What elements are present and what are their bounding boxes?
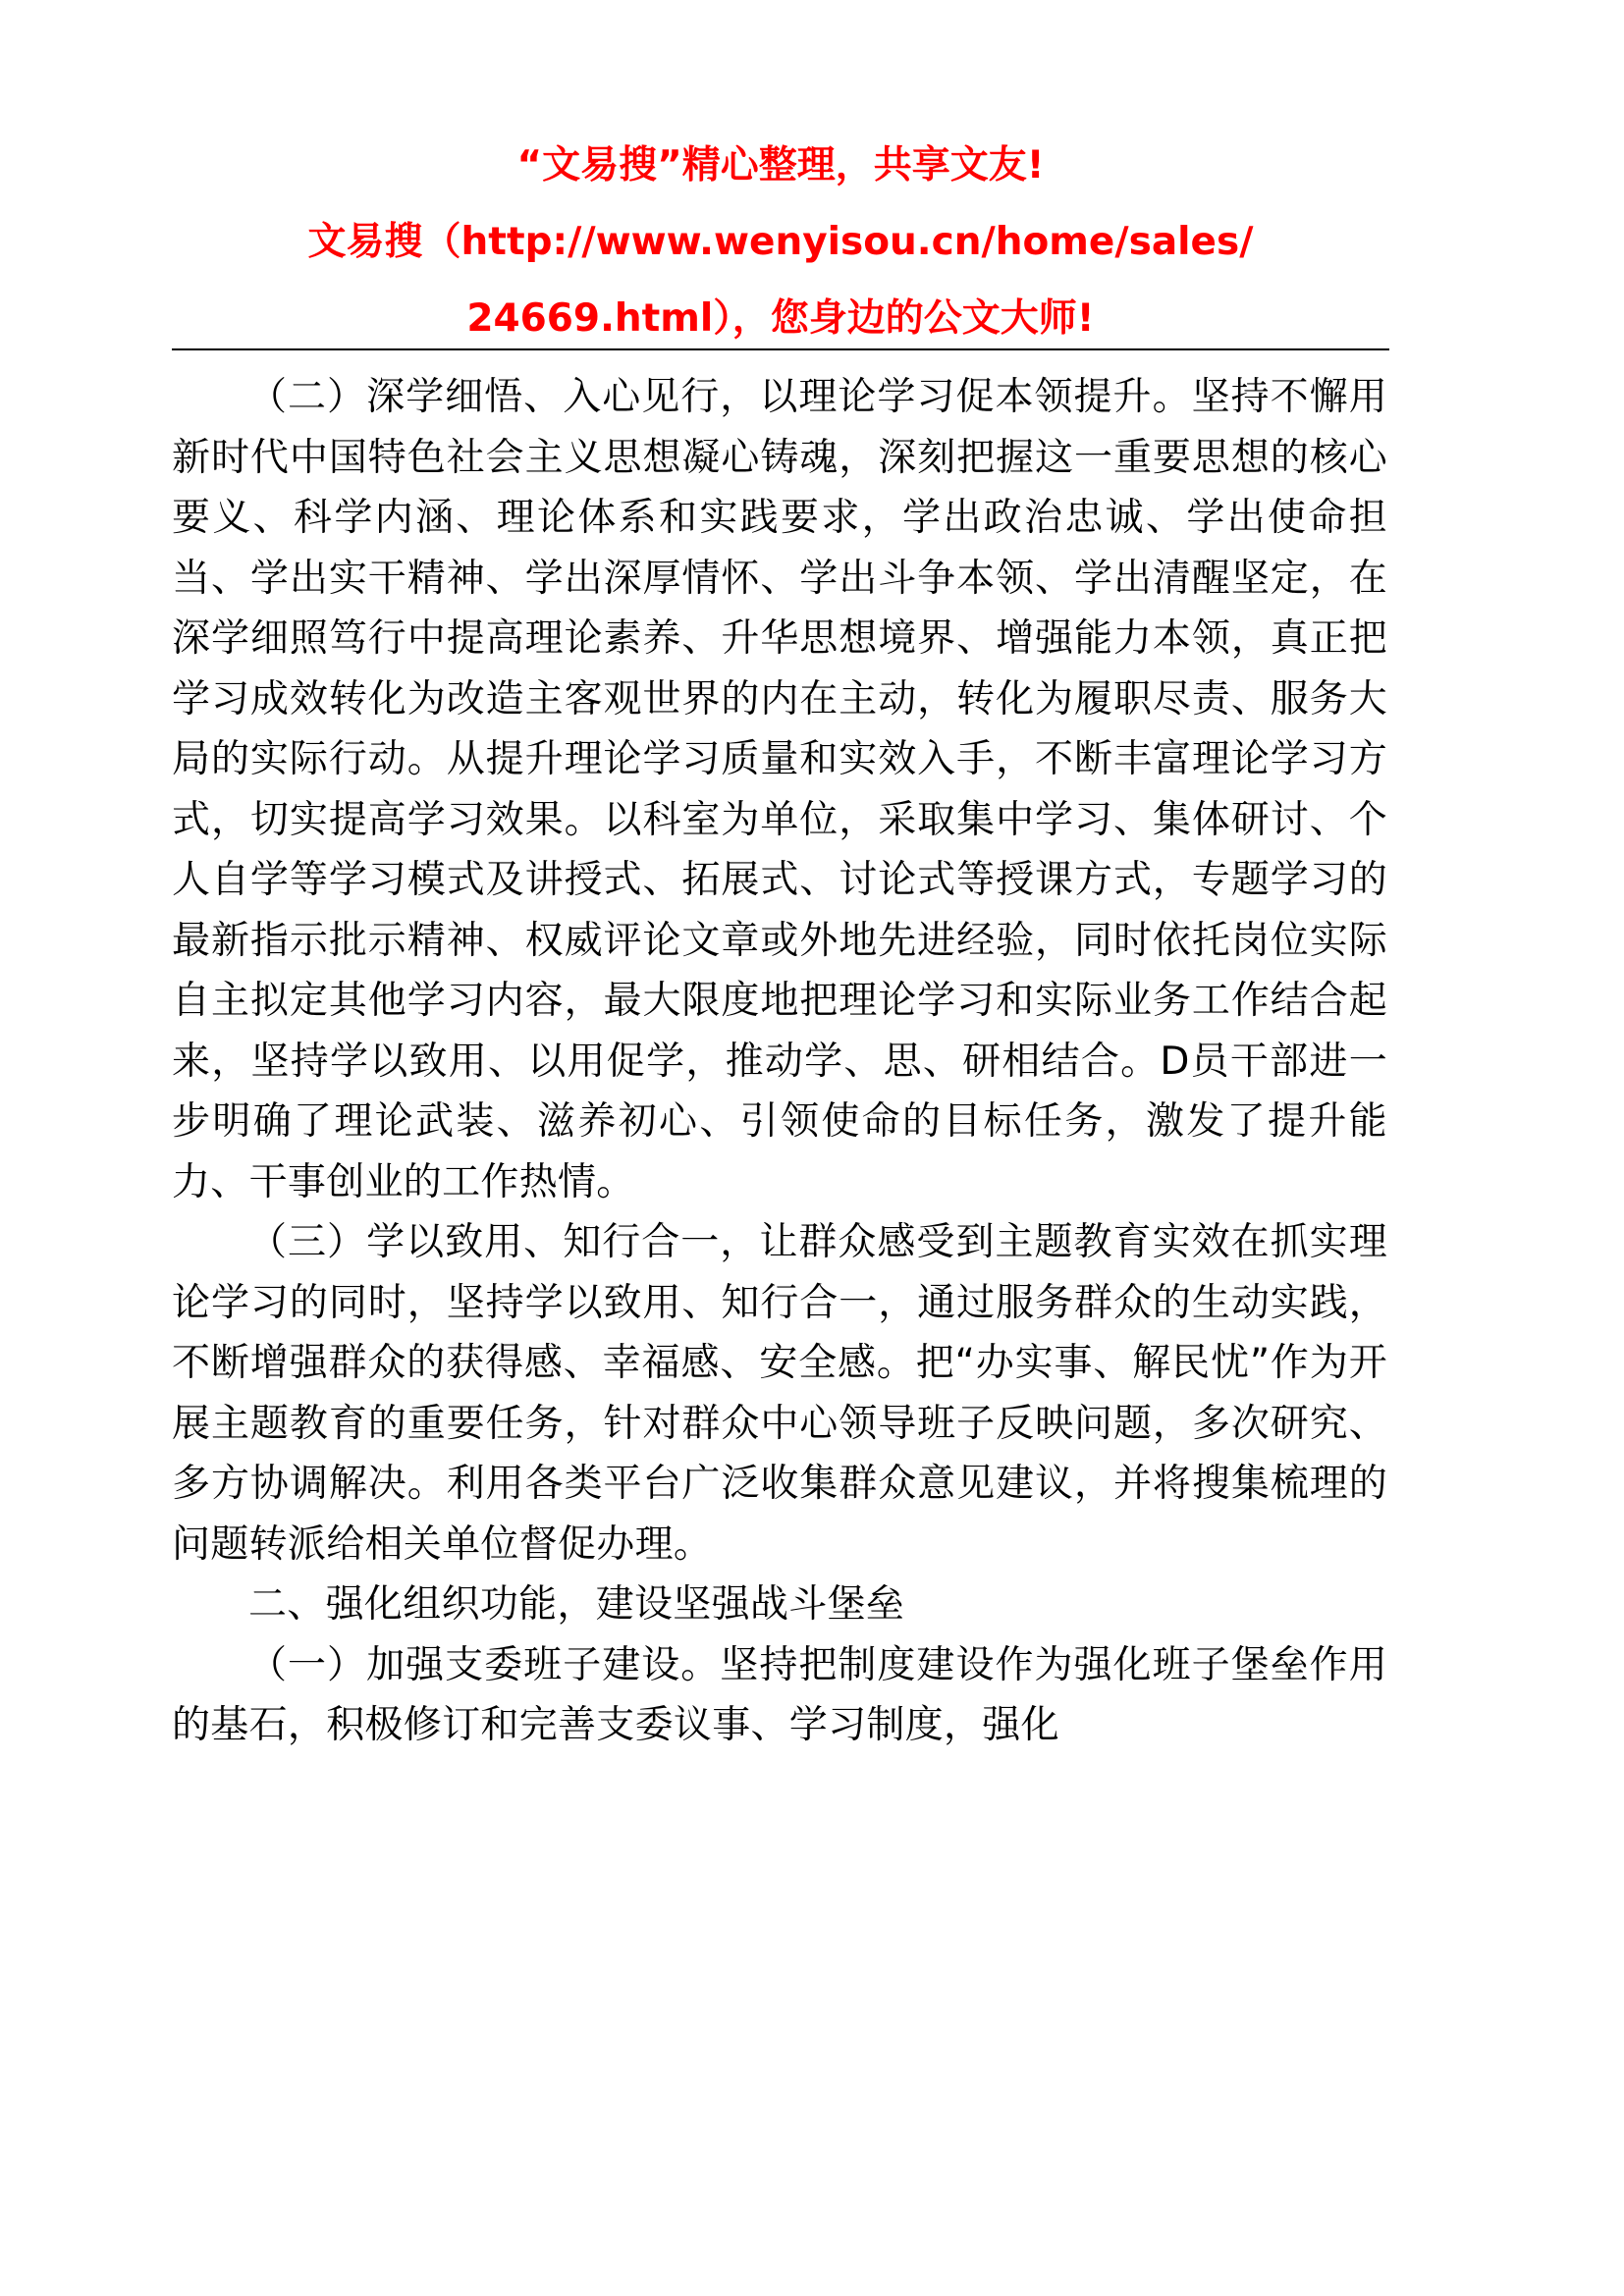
watermark-header: [172, 128, 1389, 357]
section-heading-2: 二、强化组织功能，建设坚强战斗堡垒: [248, 1582, 905, 1627]
paragraph-3-apply-learning: （三）学以致用、知行合一，让群众感受到主题教育实效在抓实理论学习的同时，坚持学以致用、知行合一，通过服务群众的生动实践，不断增强群众的获得感、幸福感、安全感。把“办实事、解民忧”作为开展主题教育的重要任务，针对群众中心领导班子反映问题，多次研究、多方协调解决。利用各类平台广泛收集群众意见建议，并将搜集梳理的问题转派给相关单位督促办理。: [172, 1220, 1387, 1567]
header-line-1: “文易搜”精心整理，共享文友!: [516, 143, 1045, 187]
paragraph-1-committee: （一）加强支委班子建设。坚持把制度建设作为强化班子堡垒作用的基石，积极修订和完善支委议事、学习制度，强化: [172, 1642, 1387, 1747]
document-body: [172, 367, 1387, 1756]
paragraph-2-deep-study: （二）深学细悟、入心见行，以理论学习促本领提升。坚持不懈用新时代中国特色社会主义思想凝心铸魂，深刻把握这一重要思想的核心要义、科学内涵、理论体系和实践要求，学出政治忠诚、学出使命担当、学出实干精神、学出深厚情怀、学出斗争本领、学出清醒坚定，在深学细照笃行中提高理论素养、升华思想境界、增强能力本领，真正把学习成效转化为改造主客观世界的内在主动，转化为履职尽责、服务大局的实际行动。从提升理论学习质量和实效入手，不断丰富理论学习方式，切实提高学习效果。以科室为单位，采取集中学习、集体研讨、个人自学等学习模式及讲授式、拓展式、讨论式等授课方式，专题学习的最新指示批示精神、权威评论文章或外地先进经验，同时依托岗位实际自主拟定其他学习内容，最大限度地把理论学习和实际业务工作结合起来，坚持学以致用、以用促学，推动学、思、研相结合。D员干部进一步明确了理论武装、滋养初心、引领使命的目标任务，激发了提升能力、干事创业的工作热情。: [172, 375, 1387, 1204]
header-line-2: 文易搜（http://www.wenyisou.cn/home/sales/: [307, 220, 1254, 264]
header-divider: [172, 348, 1389, 350]
header-line-3: 24669.html），您身边的公文大师!: [466, 296, 1095, 341]
